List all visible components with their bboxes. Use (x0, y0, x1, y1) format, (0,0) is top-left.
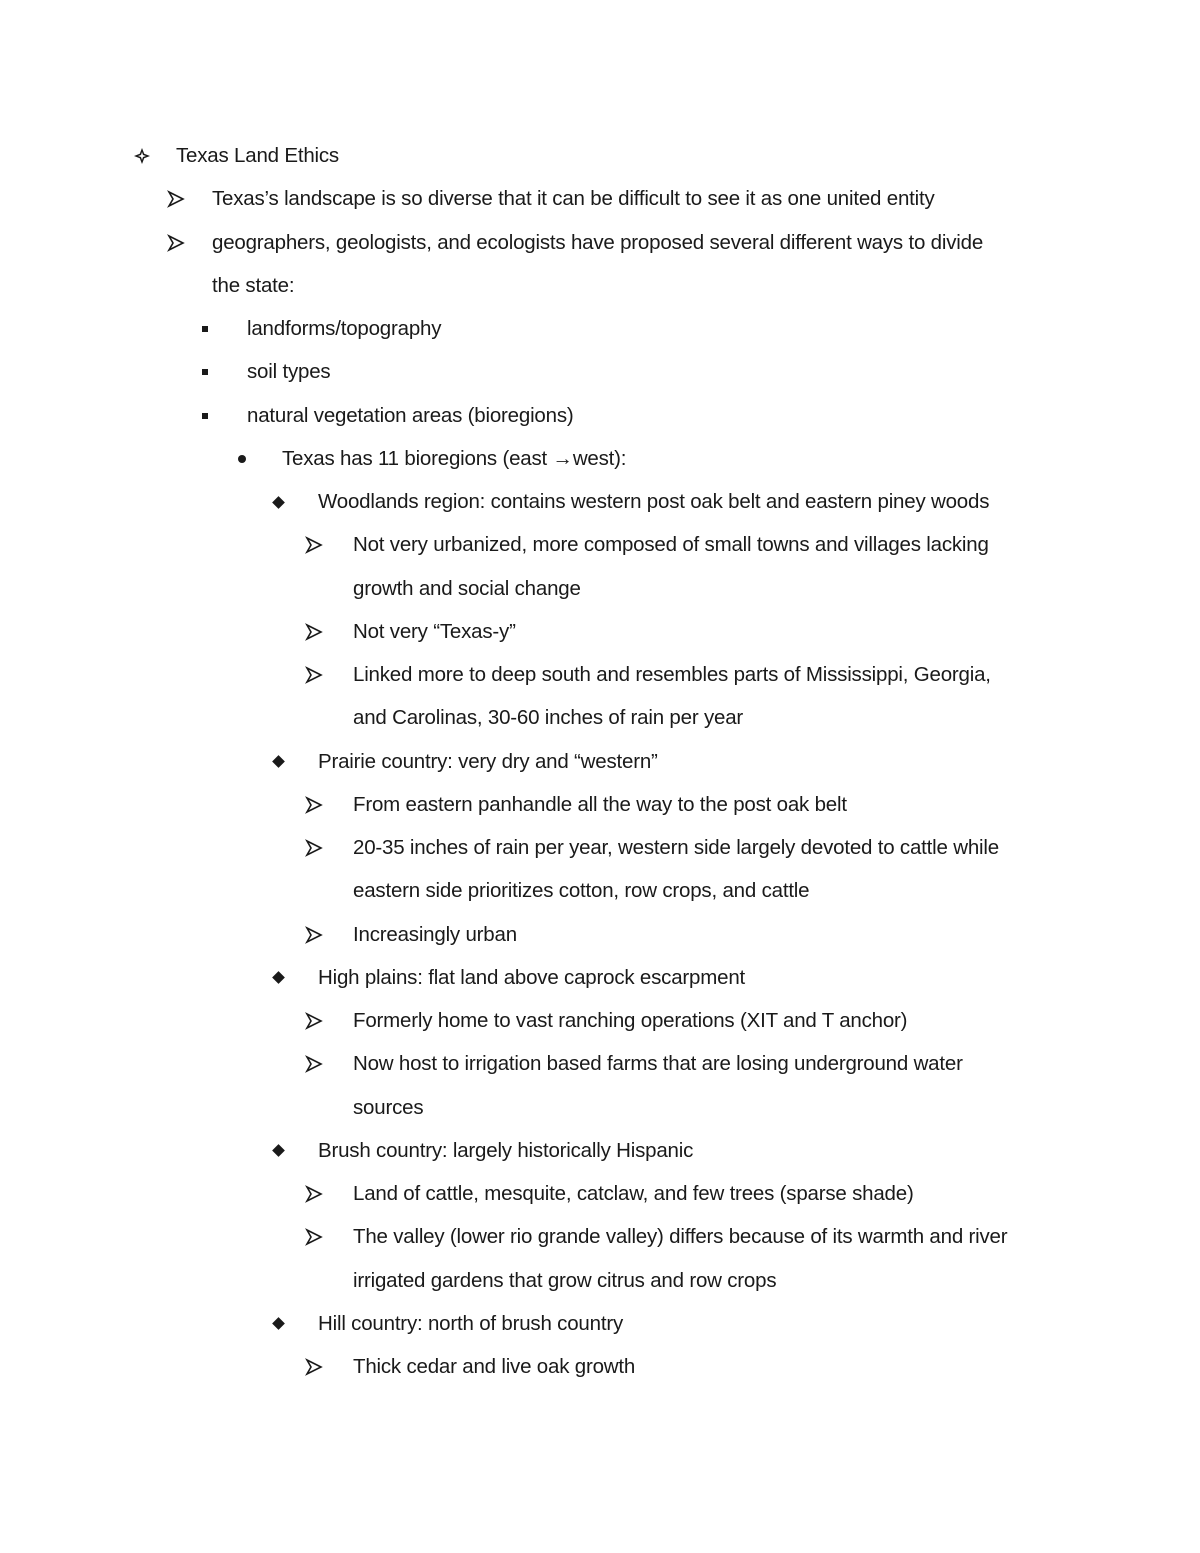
arrowhead-bullet (302, 1352, 326, 1382)
document-line (0, 1222, 1200, 1252)
diamond-bullet (266, 1309, 290, 1339)
diamond-bullet (266, 963, 290, 993)
document-line (0, 833, 1200, 863)
arrowhead-bullet (302, 1049, 326, 1079)
arrowhead-bullet (302, 617, 326, 647)
document-line (0, 401, 1200, 431)
square-bullet (193, 314, 217, 344)
arrowhead-bullet (302, 790, 326, 820)
arrowhead-bullet (302, 660, 326, 690)
line-text: Texas has 11 bioregions (east →west): (282, 446, 627, 470)
line-text: Not very urbanized, more composed of small towns and villages lacking (353, 533, 989, 557)
document-line (0, 1049, 1200, 1079)
arrowhead-bullet (164, 184, 188, 214)
line-text: irrigated gardens that grow citrus and row crops (353, 1268, 777, 1292)
document-line (0, 1352, 1200, 1382)
arrowhead-bullet (164, 228, 188, 258)
line-text: Texas Land Ethics (176, 144, 339, 167)
line-text: the state: (212, 273, 295, 297)
arrowhead-bullet (302, 1222, 326, 1252)
document-line (0, 1006, 1200, 1036)
document-line (0, 184, 1200, 214)
arrowhead-bullet (302, 1006, 326, 1036)
diamond-bullet (266, 487, 290, 517)
document-line (0, 487, 1200, 517)
document-line (0, 1309, 1200, 1339)
document-line (0, 574, 1200, 604)
document-line (0, 747, 1200, 777)
document-line (0, 963, 1200, 993)
document-line (0, 1266, 1200, 1296)
line-text: Now host to irrigation based farms that are losing underground water (353, 1052, 963, 1076)
document-line (0, 703, 1200, 733)
line-text: landforms/topography (247, 317, 442, 340)
diamond-bullet (266, 1136, 290, 1166)
line-text: and Carolinas, 30-60 inches of rain per year (353, 706, 744, 730)
document-line (0, 660, 1200, 690)
four-diamond-bullet (130, 141, 154, 171)
document-line (0, 141, 1200, 171)
arrowhead-bullet (302, 530, 326, 560)
document-line (0, 1136, 1200, 1166)
line-text: Prairie country: very dry and “western” (318, 749, 658, 773)
line-text: eastern side prioritizes cotton, row crops, and cattle (353, 879, 810, 903)
document-line (0, 314, 1200, 344)
line-text: Woodlands region: contains western post oak belt and eastern piney woods (318, 490, 990, 513)
document-line (0, 1179, 1200, 1209)
line-text: sources (353, 1095, 424, 1119)
line-text: Texas’s landscape is so diverse that it can be difficult to see it as one united entity (212, 187, 935, 211)
document-line (0, 228, 1200, 258)
document-line (0, 1093, 1200, 1123)
arrowhead-bullet (302, 833, 326, 863)
line-text: Land of cattle, mesquite, catclaw, and few trees (sparse shade) (353, 1182, 914, 1205)
square-bullet (193, 357, 217, 387)
document-line (0, 617, 1200, 647)
document-line (0, 444, 1200, 474)
line-text: 20-35 inches of rain per year, western side largely devoted to cattle while (353, 836, 999, 859)
diamond-bullet (266, 747, 290, 777)
line-text: Thick cedar and live oak growth (353, 1355, 636, 1378)
line-text: soil types (247, 360, 331, 384)
document-line (0, 271, 1200, 301)
document-line (0, 790, 1200, 820)
line-text: Formerly home to vast ranching operations (XIT and T anchor) (353, 1009, 908, 1032)
line-text: From eastern panhandle all the way to the post oak belt (353, 792, 847, 816)
square-bullet (193, 401, 217, 431)
line-text: Not very “Texas-y” (353, 619, 516, 643)
line-text: Increasingly urban (353, 922, 517, 946)
dot-bullet (230, 444, 254, 474)
arrowhead-bullet (302, 1179, 326, 1209)
line-text: The valley (lower rio grande valley) differs because of its warmth and river (353, 1225, 1008, 1249)
line-text: natural vegetation areas (bioregions) (247, 403, 574, 427)
document-line (0, 357, 1200, 387)
line-text: geographers, geologists, and ecologists have proposed several different ways to divide (212, 230, 984, 254)
line-text: High plains: flat land above caprock escarpment (318, 965, 746, 989)
document-line (0, 920, 1200, 950)
line-text: Brush country: largely historically Hispanic (318, 1138, 694, 1162)
line-text: growth and social change (353, 576, 581, 600)
line-text: Linked more to deep south and resembles parts of Mississippi, Georgia, (353, 663, 991, 686)
line-text: Hill country: north of brush country (318, 1311, 623, 1335)
arrowhead-bullet (302, 920, 326, 950)
document-line (0, 876, 1200, 906)
document-line (0, 530, 1200, 560)
